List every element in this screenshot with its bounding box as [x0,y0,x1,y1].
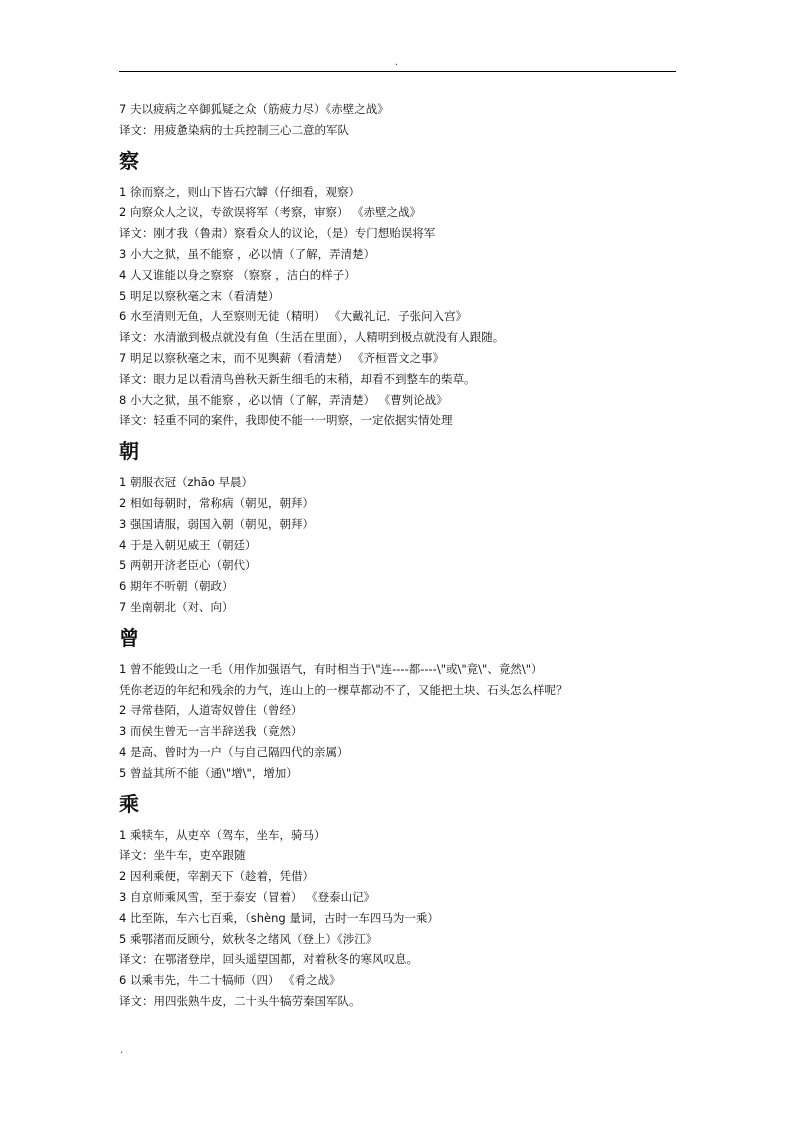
text-line: 2 向察众人之议，专欲误将军（考察，审察） 《赤壁之战》 [119,205,422,220]
character-heading: 乘 [119,791,139,816]
text-line: 3 强国请服，弱国入朝（朝见，朝拜） [119,516,314,531]
section-chao [119,441,679,618]
section-cheng [119,791,679,1012]
text-line: 3 小大之狱，虽不能察 ，必以情（了解，弄清楚） [119,246,376,261]
text-line: 6 期年不听朝（朝政） [119,579,234,594]
text-line: 2 因利乘便，宰割天下（趁着，凭借） [119,869,314,884]
text-line: 5 曾益其所不能（通\"增\"，增加） [119,765,298,780]
text-line: 译文：眼力足以看清鸟兽秋天新生细毛的末稍，却看不到整车的柴草。 [119,371,476,386]
text-line: 凭你老迈的年纪和残余的力气，连山上的一棵草都动不了，又能把土块、石头怎么样呢？ [119,682,568,697]
text-line: 5 两朝开济老臣心（朝代） [119,558,257,573]
text-line: 译文：在鄂渚登岸，回头遥望国都，对着秋冬的寒风叹息。 [119,952,418,967]
text-line: 2 相如每朝时，常称病（朝见，朝拜） [119,495,314,510]
text-line: 6 水至清则无鱼，人至察则无徒（精明） 《大戴礼记．子张问入宫》 [119,309,468,324]
text-line: 4 人又谁能以身之察察 （察察 ，洁白的样子） [119,267,356,282]
text-line: 3 自京师乘风雪，至于泰安（冒着） 《登泰山记》 [119,889,376,904]
header-mark: . [395,57,399,68]
text-line: 译文：用四张熟牛皮，二十头牛犒劳秦国军队。 [119,993,361,1008]
text-line: 5 乘鄂渚而反顾兮，欸秋冬之绪风（登上）《涉江》 [119,931,378,946]
text-line: 1 乘犊车，从吏卒（驾车，坐车，骑马） [119,827,326,842]
section-ceng [119,625,679,784]
text-line: 5 明足以察秋毫之末（看清楚） [119,288,280,303]
text-line: 7 坐南朝北（对、向） [119,599,234,614]
text-line: 6 以乘韦先，牛二十犒师（四） 《肴之战》 [119,973,341,988]
section-intro [119,99,679,141]
text-line: 7 明足以察秋毫之末，而不见舆薪（看清楚） 《齐桓晋文之事》 [119,350,445,365]
text-line: 2 寻常巷陌，人道寄奴曾住（曾经） [119,703,303,718]
text-line: 译文：刚才我（鲁肃）察看众人的议论，（是）专门想贻误将军 [119,226,436,241]
text-line: 4 是高、曾时为一户（与自己隔四代的亲属） [119,744,349,759]
text-line: 1 朝服衣冠（zhāo 早晨） [119,475,254,490]
text-line: 3 而侯生曾无一言半辞送我（竟然） [119,724,303,739]
section-cha [119,148,679,432]
text-line: 译文：轻重不同的案件，我即使不能一一明察，一定依据实情处理 [119,413,453,428]
header-rule [119,71,676,72]
character-heading: 曾 [119,625,139,650]
text-line: 8 小大之狱，虽不能察 ，必以情（了解，弄清楚） 《曹刿论战》 [119,392,448,407]
text-line: 1 曾不能毁山之一毛（用作加强语气，有时相当于\"连----都----\"或\"竟\"、竟然\"） [119,661,543,676]
text-line: 4 比至陈，车六七百乘，（shèng 量词，古时一车四马为一乘） [119,910,439,925]
character-heading: 朝 [119,439,139,464]
text-line: 1 徐而察之，则山下皆石穴罅（仔细看，观察） [119,184,360,199]
footer-mark: . [120,1045,124,1056]
character-heading: 察 [119,148,139,173]
text-line: 4 于是入朝见威王（朝廷） [119,537,257,552]
text-line: 译文：用疲惫染病的士兵控制三心二意的军队 [119,122,349,137]
text-line: 译文：坐牛车，吏卒跟随 [119,848,246,863]
text-line: 译文：水清澈到极点就没有鱼（生活在里面），人精明到极点就没有人跟随。 [119,330,505,345]
document-body [119,99,679,1012]
text-line: 7 夫以疲病之卒御狐疑之众（筋疲力尽）《赤壁之战》 [119,102,389,116]
